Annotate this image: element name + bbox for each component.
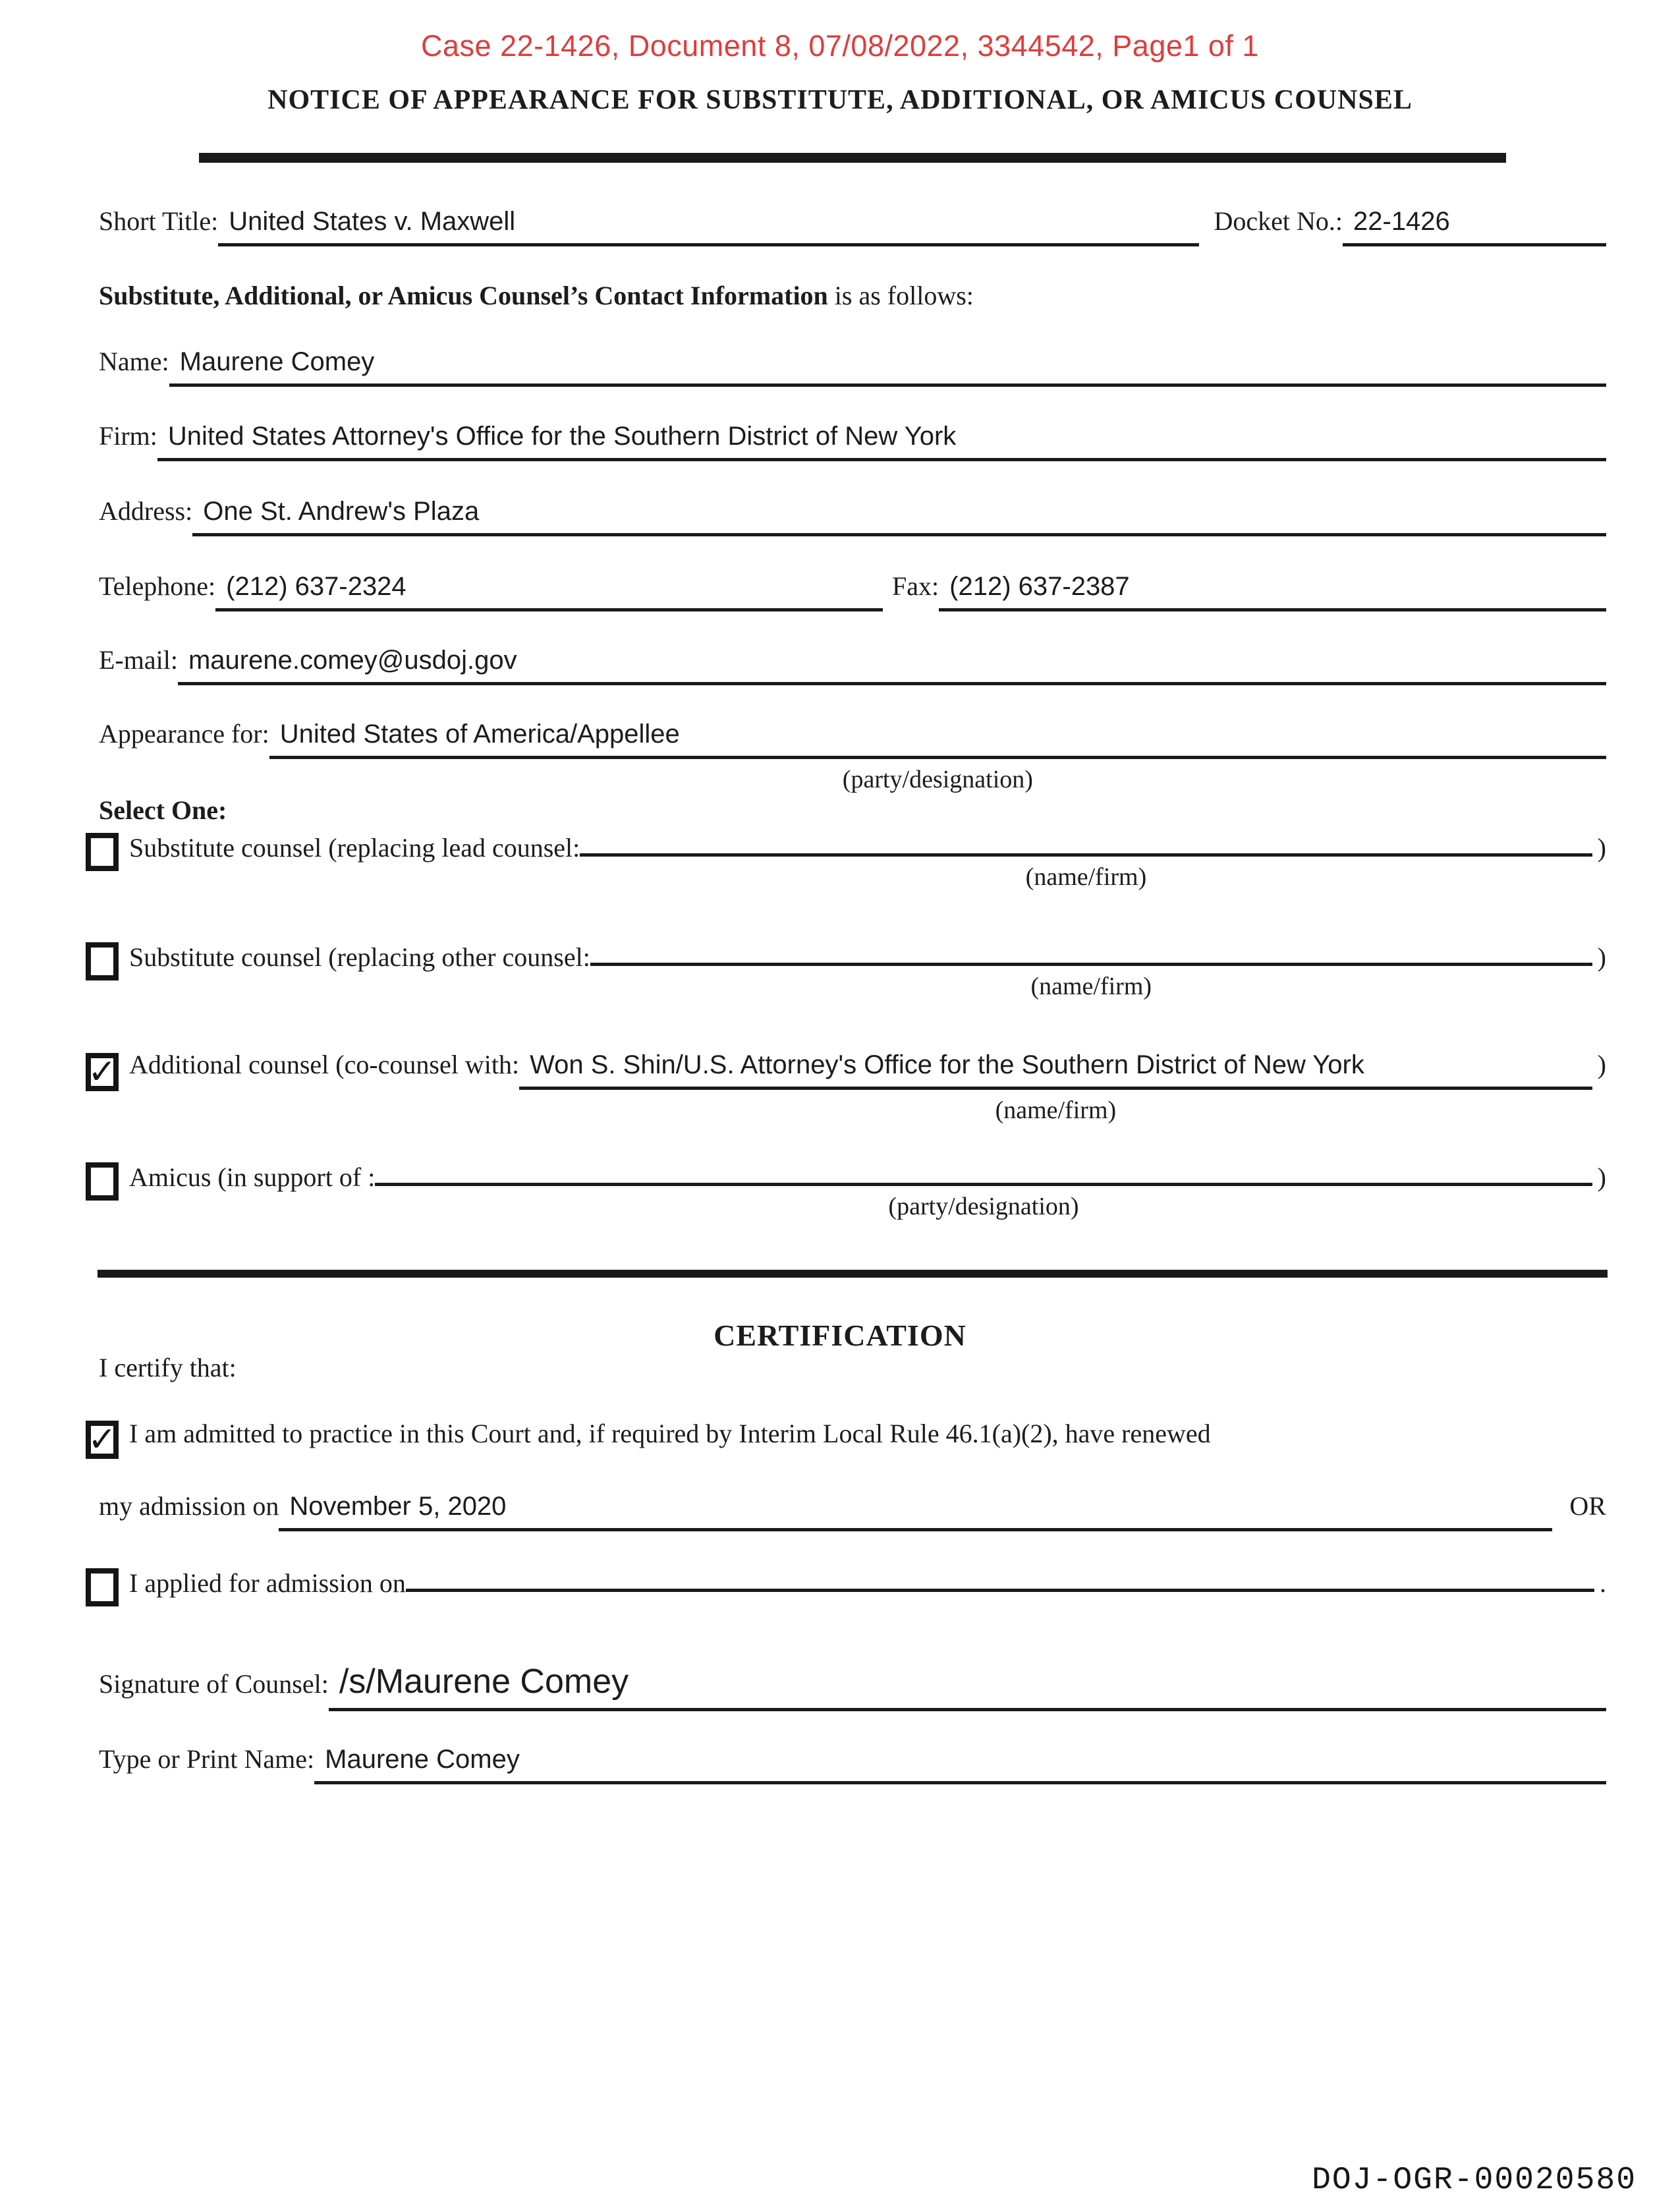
amicus-row [86, 1160, 1606, 1220]
short-title-value: United States v. Maxwell [229, 207, 516, 236]
admitted-text: I am admitted to practice in this Court and, if required by Interim Local Rule 46.1(a)(2), have renewed [129, 1419, 1211, 1448]
appearance-for-row [99, 718, 1606, 793]
address-value: One St. Andrew's Plaza [203, 497, 480, 526]
certification-heading: CERTIFICATION [714, 1319, 966, 1352]
certify-intro [99, 1352, 237, 1383]
title-double-rule [199, 153, 1506, 163]
amicus-field[interactable] [375, 1160, 1592, 1220]
email-value: maurene.comey@usdoj.gov [188, 646, 517, 675]
admission-date-row [99, 1490, 1606, 1531]
signature-field[interactable] [329, 1662, 1606, 1711]
email-label: E-mail: [99, 645, 178, 675]
address-field[interactable] [192, 497, 1606, 536]
telephone-fax-row [99, 571, 1606, 611]
substitute-lead-counsel-checkbox[interactable] [86, 833, 119, 871]
print-name-label: Type or Print Name: [99, 1744, 315, 1774]
certify-intro-text: I certify that: [99, 1353, 237, 1382]
contact-info-heading-rest: is as follows: [827, 281, 974, 310]
close-paren: ) [1597, 1162, 1606, 1192]
docket-no-value: 22-1426 [1353, 207, 1450, 236]
appearance-for-field[interactable] [269, 720, 1606, 793]
applied-date-field[interactable] [406, 1566, 1594, 1592]
applied-row [86, 1566, 1606, 1604]
email-field[interactable] [178, 646, 1606, 685]
firm-row [99, 420, 1606, 461]
short-title-row [99, 206, 1606, 246]
applied-label: I applied for admission on [129, 1568, 406, 1598]
name-firm-hint: (name/firm) [1030, 973, 1152, 1000]
address-row [99, 496, 1606, 536]
applied-checkbox[interactable] [86, 1568, 119, 1606]
close-paren: ) [1597, 942, 1606, 972]
telephone-field[interactable] [215, 572, 883, 611]
substitute-lead-counsel-label: Substitute counsel (replacing lead counsel: [129, 833, 580, 863]
or-label: OR [1569, 1491, 1606, 1521]
name-row [99, 346, 1606, 387]
signature-value: /s/Maurene Comey [339, 1662, 629, 1701]
signature-label: Signature of Counsel: [99, 1669, 329, 1699]
telephone-label: Telephone: [99, 571, 216, 601]
name-firm-hint: (name/firm) [995, 1096, 1117, 1124]
docket-no-field[interactable] [1343, 207, 1606, 246]
substitute-other-counsel-checkbox[interactable] [86, 942, 119, 980]
firm-value: United States Attorney's Office for the Southern District of New York [167, 422, 957, 451]
section-divider-rule [98, 1270, 1608, 1278]
fax-label: Fax: [892, 571, 939, 601]
short-title-label: Short Title: [99, 206, 219, 236]
amicus-label: Amicus (in support of : [129, 1162, 376, 1192]
contact-info-heading [99, 280, 974, 311]
party-designation-hint: (party/designation) [888, 1193, 1079, 1220]
substitute-other-counsel-field[interactable] [590, 940, 1592, 1000]
print-name-row [99, 1744, 1606, 1784]
substitute-lead-counsel-field[interactable] [580, 830, 1592, 891]
amicus-checkbox[interactable] [86, 1162, 119, 1201]
admission-date-value: November 5, 2020 [289, 1492, 507, 1521]
contact-info-heading-bold: Substitute, Additional, or Amicus Counsel’s Contact Information [99, 281, 828, 310]
short-title-field[interactable] [218, 207, 1199, 246]
name-label: Name: [99, 347, 169, 376]
additional-counsel-label: Additional counsel (co-counsel with: [129, 1050, 520, 1079]
close-paren: ) [1597, 833, 1606, 863]
additional-counsel-row [86, 1049, 1606, 1124]
signature-row [99, 1662, 1606, 1711]
additional-counsel-field[interactable] [519, 1050, 1592, 1124]
select-one-heading [99, 795, 227, 826]
additional-counsel-checkbox[interactable]: ✓ [86, 1053, 119, 1091]
appearance-for-value: United States of America/Appellee [279, 720, 680, 749]
name-firm-hint: (name/firm) [1025, 863, 1147, 891]
print-name-value: Maurene Comey [325, 1745, 520, 1774]
additional-counsel-value: Won S. Shin/U.S. Attorney's Office for the Southern District of New York [530, 1050, 1364, 1079]
fax-field[interactable] [939, 572, 1606, 611]
firm-label: Firm: [99, 421, 157, 451]
firm-field[interactable] [157, 422, 1606, 461]
substitute-other-counsel-label: Substitute counsel (replacing other counsel: [129, 942, 590, 972]
admitted-row [86, 1418, 1606, 1460]
email-row [99, 644, 1606, 685]
form-title: NOTICE OF APPEARANCE FOR SUBSTITUTE, ADDITIONAL, OR AMICUS COUNSEL [267, 85, 1413, 115]
admission-date-field[interactable] [279, 1492, 1552, 1531]
address-label: Address: [99, 496, 193, 526]
name-value: Maurene Comey [179, 347, 375, 376]
admitted-checkbox[interactable]: ✓ [86, 1421, 119, 1459]
sentence-period: . [1600, 1568, 1606, 1598]
print-name-field[interactable] [314, 1745, 1606, 1784]
substitute-lead-counsel-row [86, 830, 1606, 891]
select-one-heading-text: Select One: [99, 795, 227, 825]
close-paren: ) [1597, 1050, 1606, 1079]
admission-date-label: my admission on [99, 1491, 279, 1521]
name-field[interactable] [169, 347, 1606, 387]
substitute-other-counsel-row [86, 940, 1606, 1000]
telephone-value: (212) 637-2324 [226, 572, 406, 601]
fax-value: (212) 637-2387 [949, 572, 1130, 601]
appearance-for-label: Appearance for: [99, 719, 269, 749]
docket-no-label: Docket No.: [1214, 206, 1343, 236]
party-designation-hint: (party/designation) [842, 766, 1033, 793]
pacer-case-stamp: Case 22-1426, Document 8, 07/08/2022, 3344542, Page1 of 1 [421, 29, 1259, 63]
doj-bates-stamp: DOJ-OGR-00020580 [1312, 2163, 1637, 2198]
